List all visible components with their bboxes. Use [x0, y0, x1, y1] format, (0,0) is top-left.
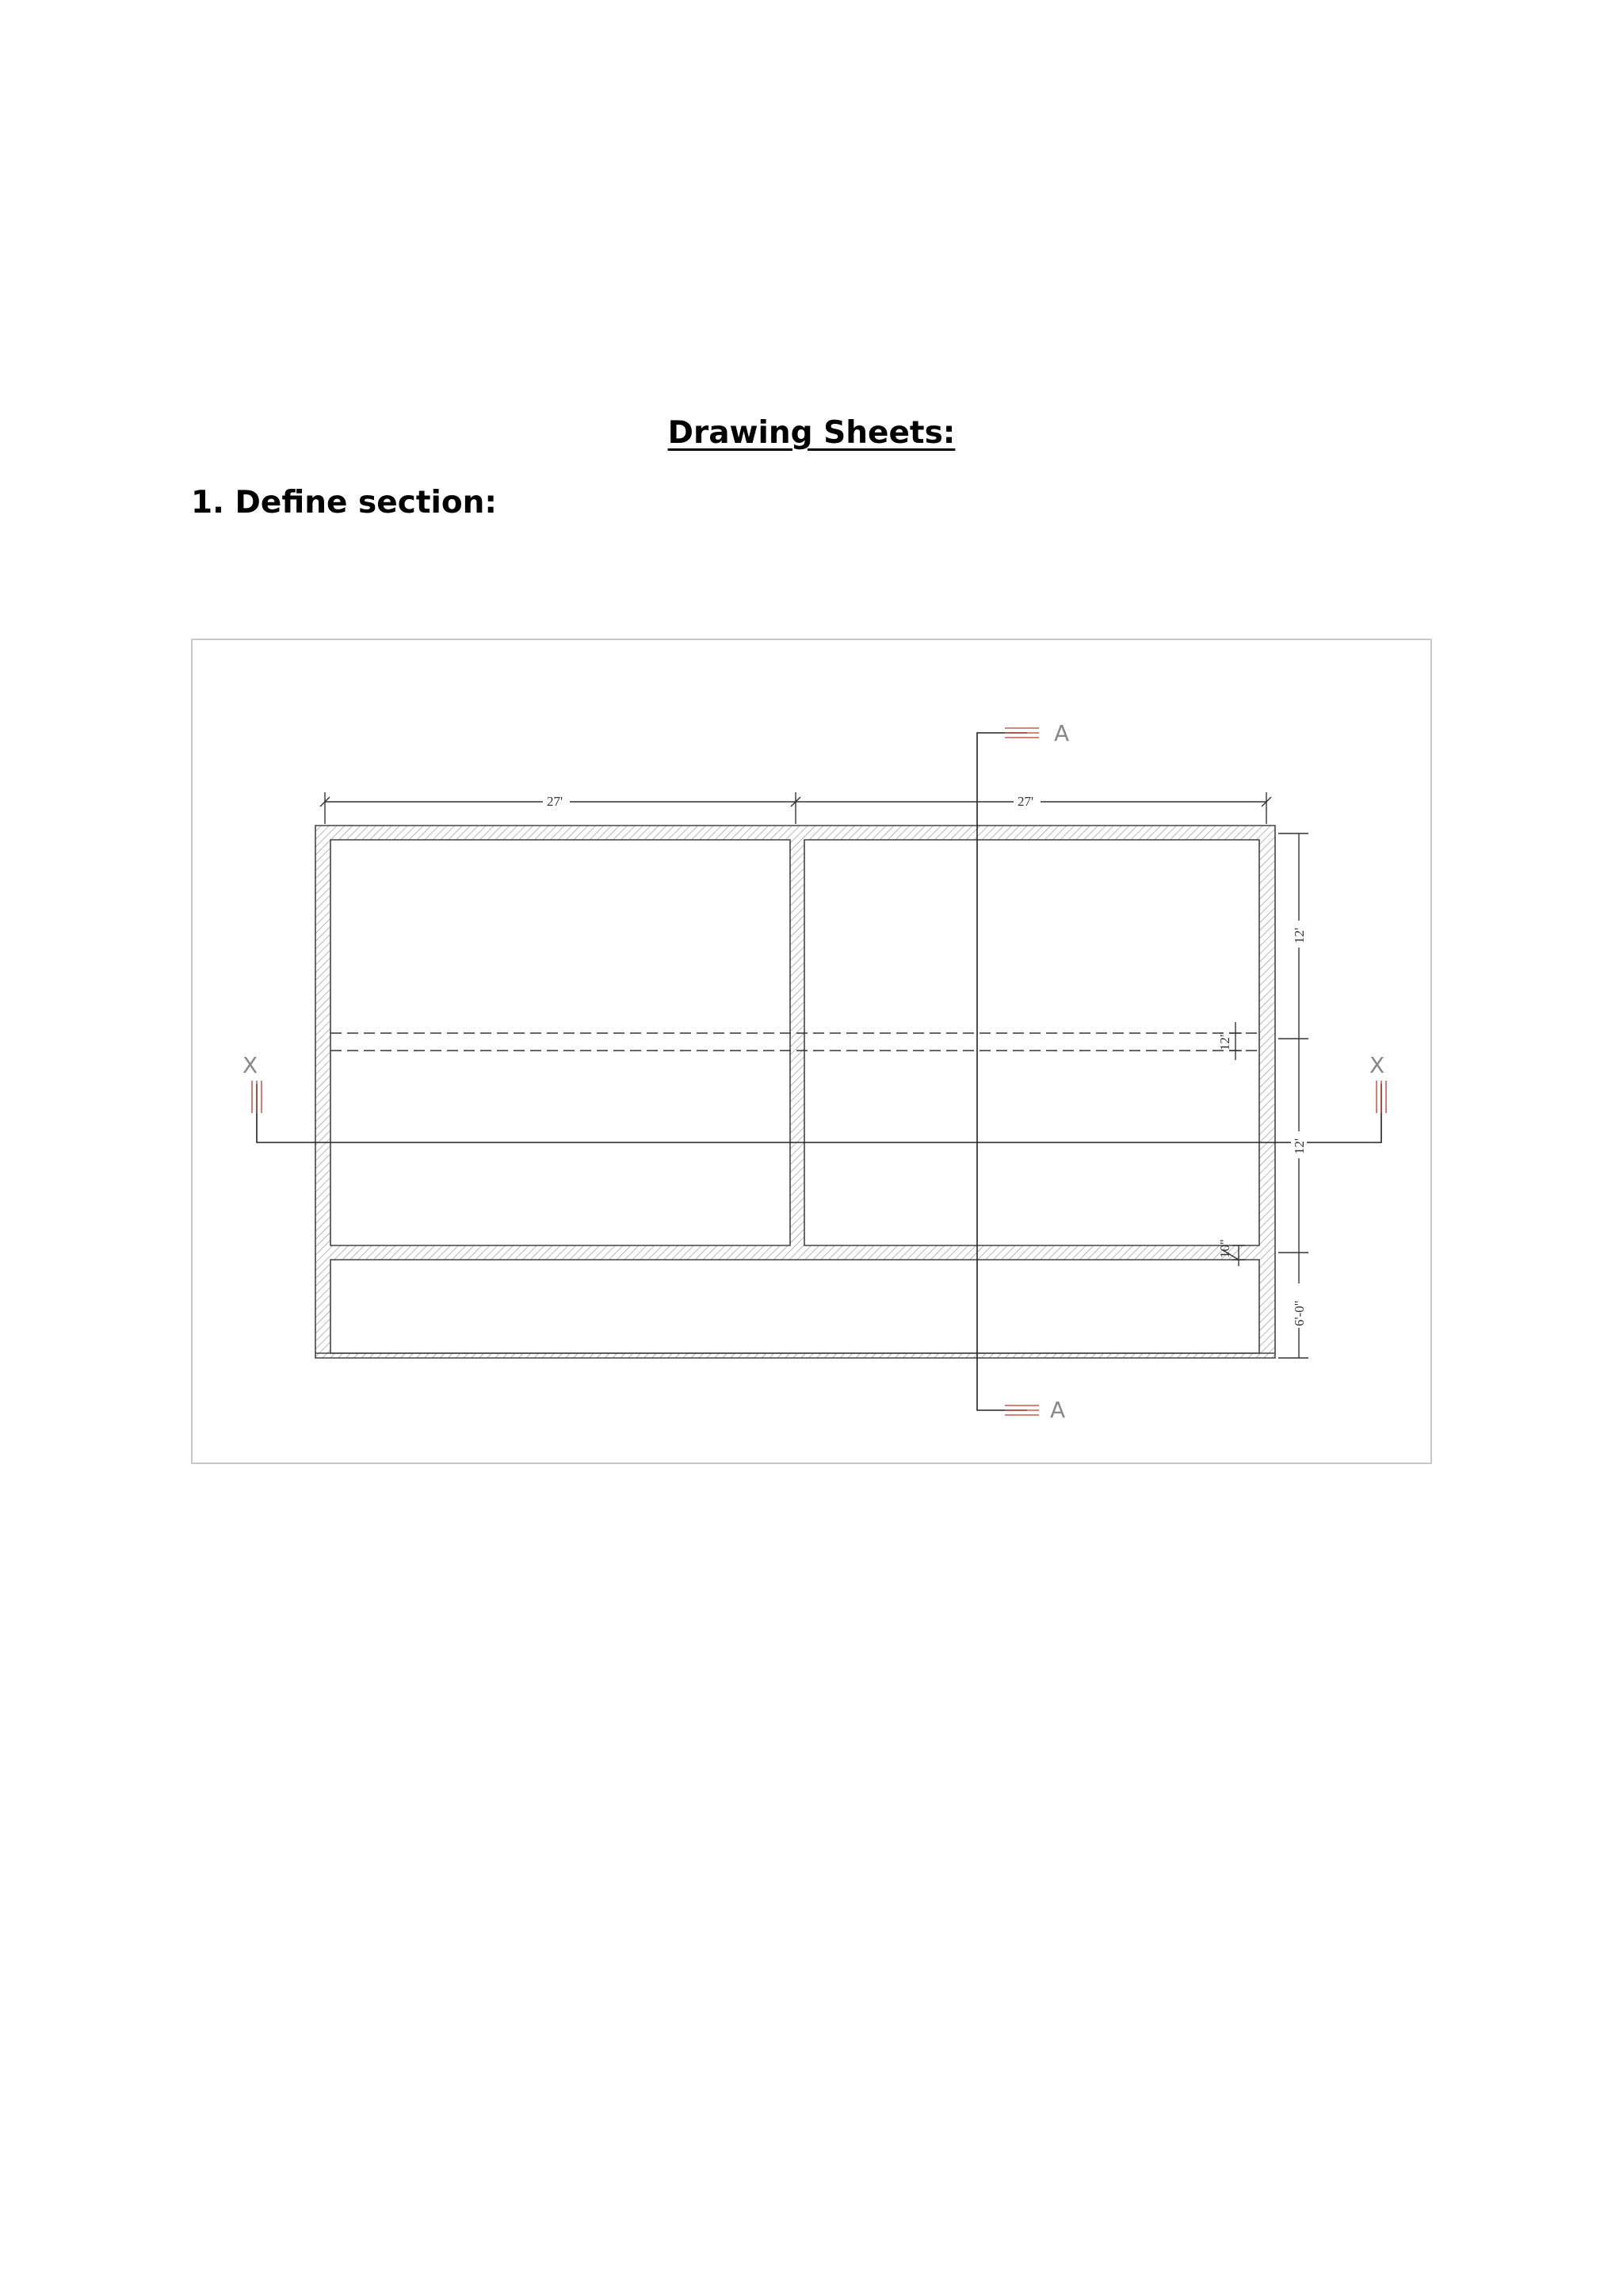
dim-top-right: 27'	[1018, 794, 1034, 809]
right-dimension-line	[1278, 833, 1308, 1358]
section-a-bottom-tick-lines	[1005, 1405, 1039, 1415]
section-a-top-label: A	[1054, 720, 1070, 746]
wall-hatch	[315, 826, 1275, 1358]
section-line-x	[257, 1084, 1381, 1142]
section-x-right-label: X	[1369, 1052, 1385, 1078]
dim-right-upper: 12'	[1292, 927, 1307, 944]
dim-top-left: 27'	[547, 794, 563, 809]
section-a-bottom-label: A	[1050, 1397, 1066, 1423]
floor-plan-drawing	[193, 640, 1434, 1466]
dim-beam-depth: 12"	[1217, 1032, 1232, 1051]
top-dimension-line	[320, 792, 1271, 824]
section-x-left-tick-lines	[252, 1081, 262, 1113]
section-x-left-label: X	[242, 1052, 258, 1078]
dim-right-middle: 12'	[1292, 1138, 1307, 1154]
dim-right-lower: 6'-0"	[1292, 1300, 1307, 1326]
section-heading: 1. Define section:	[191, 485, 498, 521]
section-a-top-tick-lines	[1005, 728, 1039, 738]
page-title: Drawing Sheets:	[667, 415, 956, 451]
dim-wall-thickness: 10"	[1217, 1239, 1232, 1258]
drawing-frame	[191, 639, 1432, 1464]
section-x-right-tick-lines	[1377, 1081, 1386, 1113]
